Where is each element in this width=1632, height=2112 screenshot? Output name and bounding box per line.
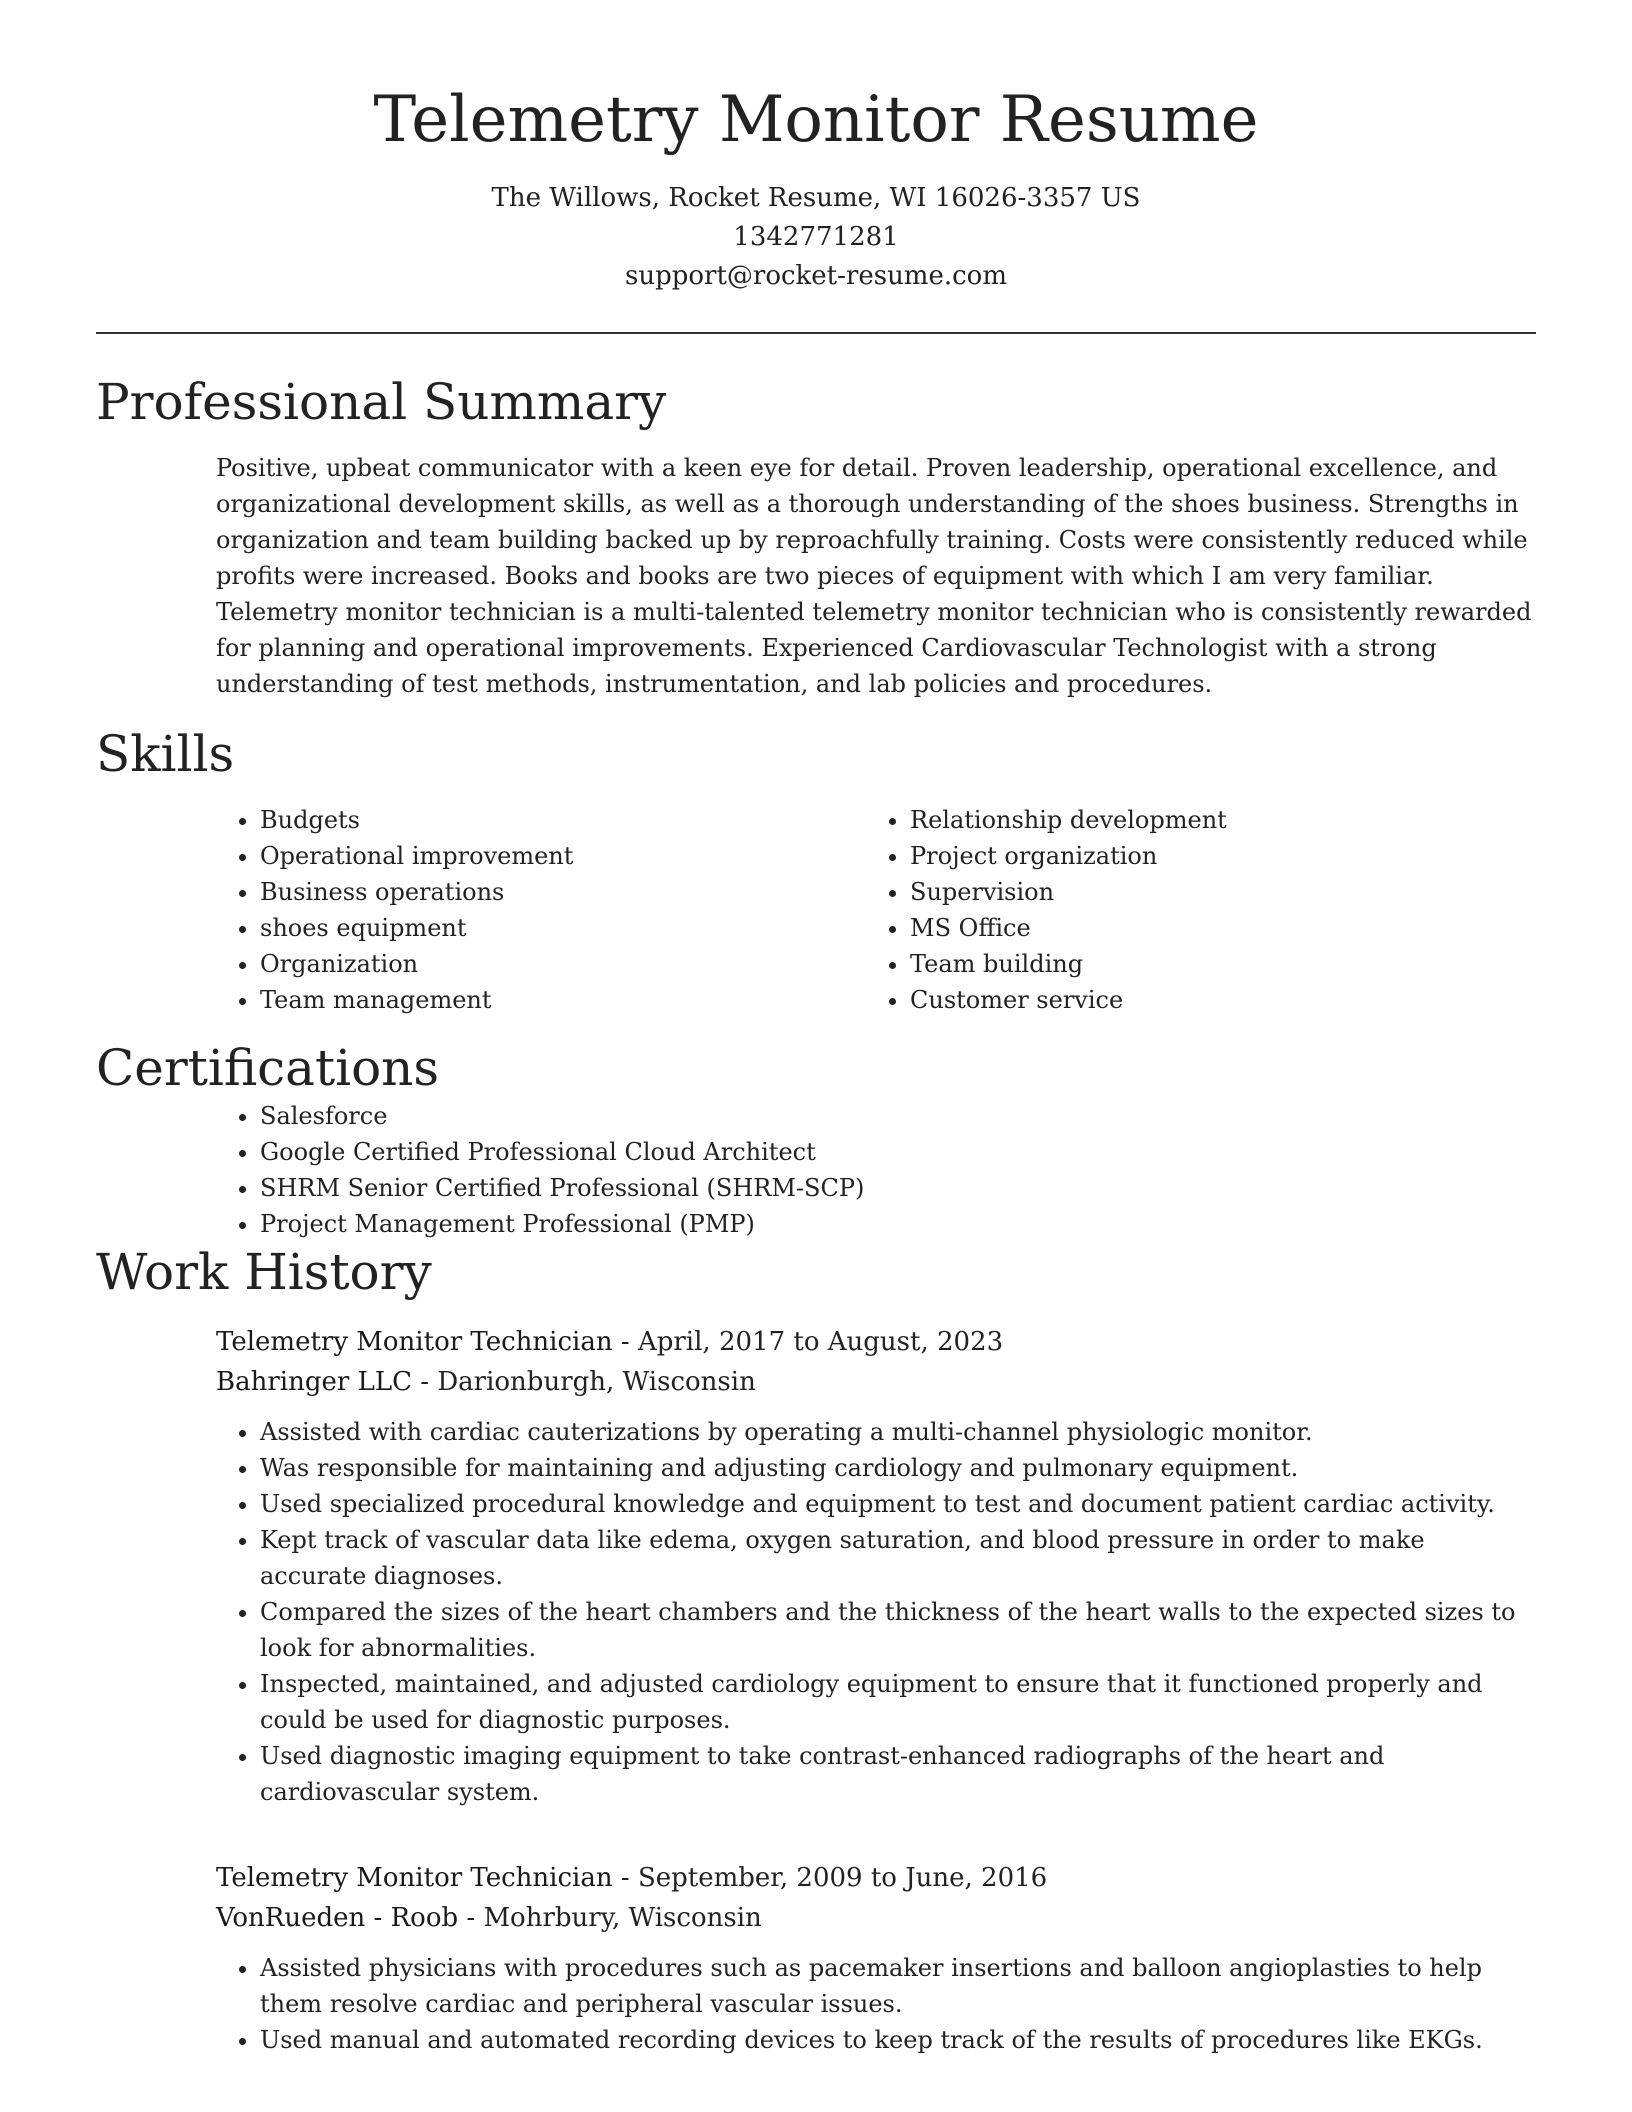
certifications-section [96,1038,1536,1242]
job-company: VonRueden - Roob [216,1902,459,1933]
job-dates: - September, 2009 to June, 2016 [612,1862,1048,1893]
skill-item: • shoes equipment [260,910,866,946]
skills-list-left [216,802,866,1018]
job-location: - Mohrbury, Wisconsin [458,1902,762,1933]
summary-text: Positive, upbeat communicator with a keen eye for detail. Proven leadership, operational excellence, and organizational development skills, as well as a thorough understanding of the shoes business. Strengths in organization and team building backed up by reproachfully training. Costs were consistently reduced while profits were increased. Books and books are two pieces of equipment with which I am very familiar. Telemetry monitor technician is a multi-talented telemetry monitor technician who is consistently rewarded for planning and operational improvements. Experienced Cardiovascular Technologist with a strong understanding of test methods, instrumentation, and lab policies and procedures. [216,453,1532,698]
summary-heading: Professional Summary [96,372,667,431]
job-bullet: • Used manual and automated recording devices to keep track of the results of procedures like EKGs. [260,2022,1536,2058]
job-title: Telemetry Monitor Technician [216,1862,613,1893]
skill-item: • Business operations [260,874,866,910]
skills-grid [216,802,1536,1018]
job-company: Bahringer LLC [216,1366,412,1397]
skill-item: • Project organization [910,838,1516,874]
contact-block [96,179,1536,296]
job-bullet: • Used specialized procedural knowledge and equipment to test and document patient cardiac activity. [260,1486,1536,1522]
certifications-heading: Certifications [96,1038,440,1097]
certification-item: • Salesforce [260,1098,1536,1134]
job-bullet: • Kept track of vascular data like edema, oxygen saturation, and blood pressure in order to make accurate diagnoses. [260,1522,1536,1594]
job-entry [216,1322,1536,1810]
skill-item: • Team management [260,982,866,1018]
skill-item: • MS Office [910,910,1516,946]
job-title-line [216,1858,1536,1898]
skill-item: • Supervision [910,874,1516,910]
work-history-heading: Work History [96,1242,432,1301]
job-title-line [216,1322,1536,1362]
job-bullet: • Assisted physicians with procedures such as pacemaker insertions and balloon angioplasties to help them resolve cardiac and peripheral vascular issues. [260,1950,1536,2022]
job-dates: - April, 2017 to August, 2023 [612,1326,1004,1357]
certifications-list [216,1098,1536,1242]
work-history-section [96,1242,1536,2058]
job-bullets [216,1950,1536,2058]
certification-item: • Project Management Professional (PMP) [260,1206,1536,1242]
job-bullet: • Assisted with cardiac cauterizations by operating a multi-channel physiologic monitor. [260,1414,1536,1450]
phone: 1342771281 [733,221,899,252]
job-location: - Darionburgh, Wisconsin [412,1366,756,1397]
job-entry [216,1858,1536,2058]
job-bullet: • Was responsible for maintaining and adjusting cardiology and pulmonary equipment. [260,1450,1536,1486]
address: The Willows, Rocket Resume, WI 16026-3357 US [491,182,1141,213]
job-bullet: • Compared the sizes of the heart chambers and the thickness of the heart walls to the expected sizes to look for abnormalities. [260,1594,1536,1666]
skill-item: • Organization [260,946,866,982]
summary-section [96,372,1536,702]
job-title: Telemetry Monitor Technician [216,1326,613,1357]
job-bullet: • Inspected, maintained, and adjusted cardiology equipment to ensure that it functioned properly and could be used for diagnostic purposes. [260,1666,1536,1738]
job-company-line [216,1898,1536,1938]
job-bullet: • Used diagnostic imaging equipment to take contrast-enhanced radiographs of the heart and cardiovascular system. [260,1738,1536,1810]
job-company-line [216,1362,1536,1402]
certification-item: • SHRM Senior Certified Professional (SHRM-SCP) [260,1170,1536,1206]
header-divider [96,332,1536,334]
page-title: Telemetry Monitor Resume [373,83,1259,157]
job-bullets [216,1414,1536,1810]
certification-item: • Google Certified Professional Cloud Architect [260,1134,1536,1170]
skill-item: • Operational improvement [260,838,866,874]
skills-list-right [866,802,1516,1018]
skills-heading: Skills [96,724,235,783]
email: support@rocket-resume.com [624,260,1007,291]
skill-item: • Customer service [910,982,1516,1018]
skill-item: • Team building [910,946,1516,982]
skill-item: • Budgets [260,802,866,838]
skills-section [96,724,1536,1018]
skill-item: • Relationship development [910,802,1516,838]
